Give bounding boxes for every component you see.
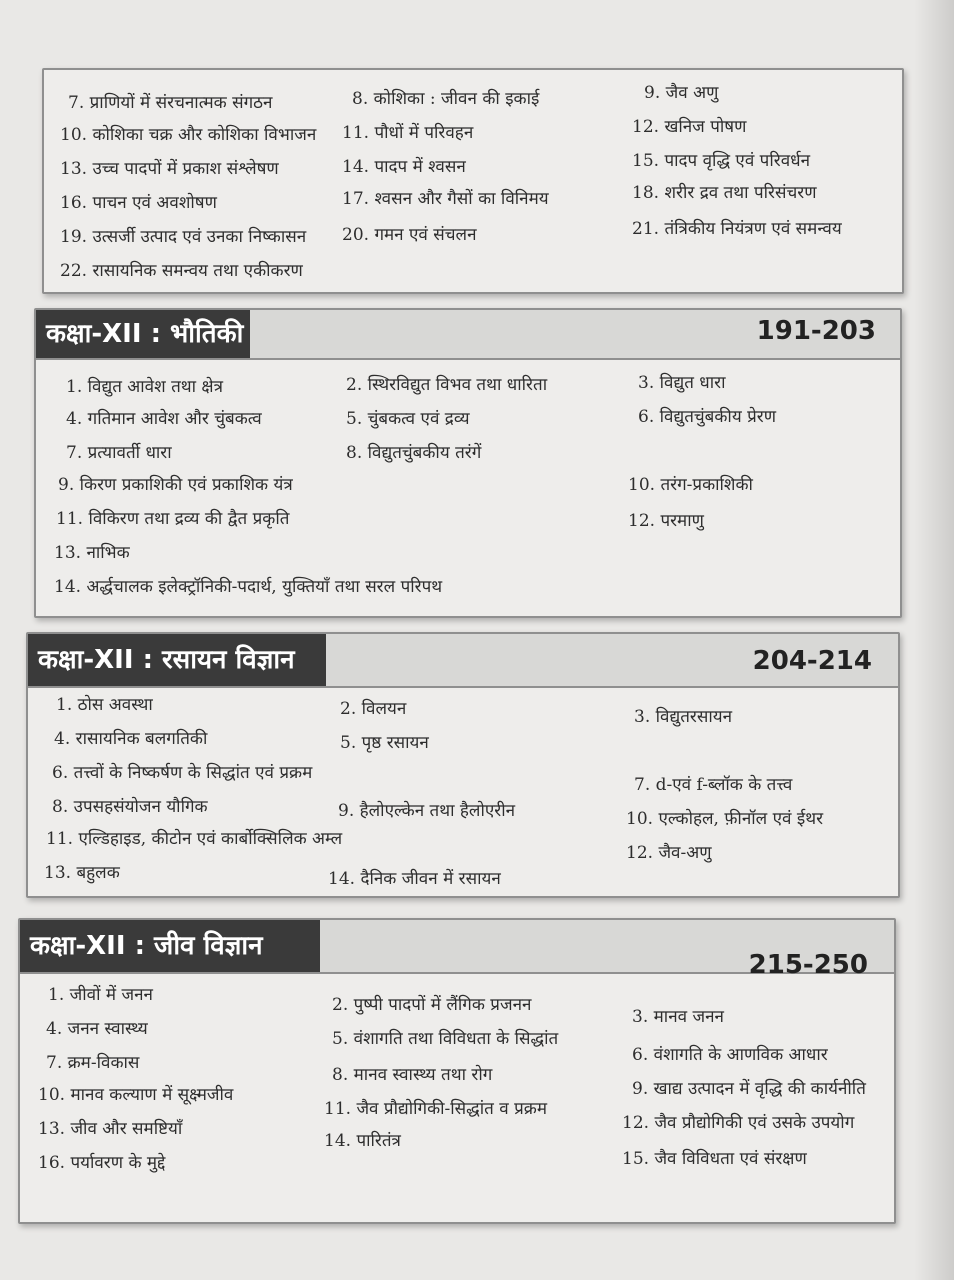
chapter-item: 12. खनिज पोषण	[632, 117, 747, 137]
section-biology-xi-continued	[42, 68, 904, 294]
chapter-item: 13. बहुलक	[44, 863, 120, 883]
chapter-item: 5. वंशागति तथा विविधता के सिद्धांत	[332, 1029, 559, 1049]
chapter-item: 4. रासायनिक बलगतिकी	[54, 729, 208, 749]
chapter-item: 17. श्वसन और गैसों का विनिमय	[342, 189, 549, 209]
chapter-item: 5. पृष्ठ रसायन	[340, 733, 429, 753]
chapter-item: 15. जैव विविधता एवं संरक्षण	[622, 1149, 807, 1169]
section-physics	[34, 308, 902, 618]
chapter-item: 8. विद्युतचुंबकीय तरंगें	[346, 443, 482, 463]
chapter-item: 12. जैव प्रौद्योगिकी एवं उसके उपयोग	[622, 1113, 855, 1133]
chapter-item: 11. पौधों में परिवहन	[342, 123, 474, 143]
chapter-item: 1. जीवों में जनन	[48, 985, 153, 1005]
chapter-item: 19. उत्सर्जी उत्पाद एवं उनका निष्कासन	[60, 227, 307, 247]
chapter-item: 13. उच्च पादपों में प्रकाश संश्लेषण	[60, 159, 279, 179]
chapter-item: 4. जनन स्वास्थ्य	[46, 1019, 148, 1039]
chapter-item: 13. जीव और समष्टियाँ	[38, 1119, 183, 1139]
chapter-item: 2. विलयन	[340, 699, 407, 719]
chapter-item: 6. वंशागति के आणविक आधार	[632, 1045, 828, 1065]
page-range: 215-250	[748, 950, 868, 980]
chapter-item: 6. तत्त्वों के निष्कर्षण के सिद्धांत एवं प्रक्रम	[52, 763, 313, 783]
chapter-item: 11. एल्डिहाइड, कीटोन एवं कार्बोक्सिलिक अम्ल	[46, 829, 343, 849]
section-title: कक्षा-XII : जीव विज्ञान	[20, 920, 320, 972]
chapter-item: 3. मानव जनन	[632, 1007, 724, 1027]
chapter-item: 4. गतिमान आवेश और चुंबकत्व	[66, 409, 262, 429]
chapter-item: 18. शरीर द्रव तथा परिसंचरण	[632, 183, 817, 203]
section-biology	[18, 918, 896, 1224]
chapter-item: 9. किरण प्रकाशिकी एवं प्रकाशिक यंत्र	[58, 475, 293, 495]
chapter-item: 8. मानव स्वास्थ्य तथा रोग	[332, 1065, 493, 1085]
chapter-item: 8. उपसहसंयोजन यौगिक	[52, 797, 208, 817]
chapter-item: 14. दैनिक जीवन में रसायन	[328, 869, 501, 889]
chapter-item: 1. ठोस अवस्था	[56, 695, 153, 715]
chapter-item: 7. प्रत्यावर्ती धारा	[66, 443, 172, 463]
section-title: कक्षा-XII : भौतिकी	[36, 310, 250, 358]
chapter-item: 8. कोशिका : जीवन की इकाई	[352, 89, 540, 109]
chapter-item: 3. विद्युत धारा	[638, 373, 726, 393]
chapter-item: 7. क्रम-विकास	[46, 1053, 140, 1073]
chapter-item: 20. गमन एवं संचलन	[342, 225, 477, 245]
chapter-item: 2. स्थिरविद्युत विभव तथा धारिता	[346, 375, 548, 395]
chapter-item: 9. जैव अणु	[644, 83, 719, 103]
chapter-item: 7. प्राणियों में संरचनात्मक संगठन	[68, 93, 273, 113]
chapter-item: 1. विद्युत आवेश तथा क्षेत्र	[66, 377, 224, 397]
chapter-item: 5. चुंबकत्व एवं द्रव्य	[346, 409, 470, 429]
chapter-item: 10. एल्कोहल, फ़ीनॉल एवं ईथर	[626, 809, 824, 829]
chapter-item: 2. पुष्पी पादपों में लैंगिक प्रजनन	[332, 995, 532, 1015]
chapter-item: 14. पादप में श्वसन	[342, 157, 466, 177]
section-chemistry	[26, 632, 900, 898]
chapter-item: 9. हैलोएल्केन तथा हैलोएरीन	[338, 801, 516, 821]
chapter-item: 12. जैव-अणु	[626, 843, 712, 863]
chapter-item: 10. कोशिका चक्र और कोशिका विभाजन	[60, 125, 317, 145]
chapter-item: 11. विकिरण तथा द्रव्य की द्वैत प्रकृति	[56, 509, 290, 529]
chapter-item: 7. d-एवं f-ब्लॉक के तत्त्व	[634, 775, 793, 795]
chapter-item: 3. विद्युतरसायन	[634, 707, 733, 727]
chapter-item: 10. मानव कल्याण में सूक्ष्मजीव	[38, 1085, 234, 1105]
page-edge-shadow	[914, 0, 954, 1280]
chapter-item: 13. नाभिक	[54, 543, 130, 563]
section-title: कक्षा-XII : रसायन विज्ञान	[28, 634, 326, 686]
chapter-item: 14. पारितंत्र	[324, 1131, 401, 1151]
chapter-item: 14. अर्द्धचालक इलेक्ट्रॉनिकी-पदार्थ, युक्तियाँ तथा सरल परिपथ	[54, 577, 443, 597]
chapter-item: 10. तरंग-प्रकाशिकी	[628, 475, 753, 495]
chapter-item: 16. पर्यावरण के मुद्दे	[38, 1153, 166, 1173]
chapter-item: 11. जैव प्रौद्योगिकी-सिद्धांत व प्रक्रम	[324, 1099, 548, 1119]
chapter-item: 15. पादप वृद्धि एवं परिवर्धन	[632, 151, 811, 171]
chapter-item: 6. विद्युतचुंबकीय प्रेरण	[638, 407, 777, 427]
chapter-item: 22. रासायनिक समन्वय तथा एकीकरण	[60, 261, 303, 281]
chapter-item: 21. तंत्रिकीय नियंत्रण एवं समन्वय	[632, 219, 842, 239]
page-range: 204-214	[752, 646, 872, 676]
chapter-item: 9. खाद्य उत्पादन में वृद्धि की कार्यनीति	[632, 1079, 866, 1099]
chapter-item: 16. पाचन एवं अवशोषण	[60, 193, 217, 213]
page-range: 191-203	[756, 316, 876, 346]
chapter-item: 12. परमाणु	[628, 511, 704, 531]
